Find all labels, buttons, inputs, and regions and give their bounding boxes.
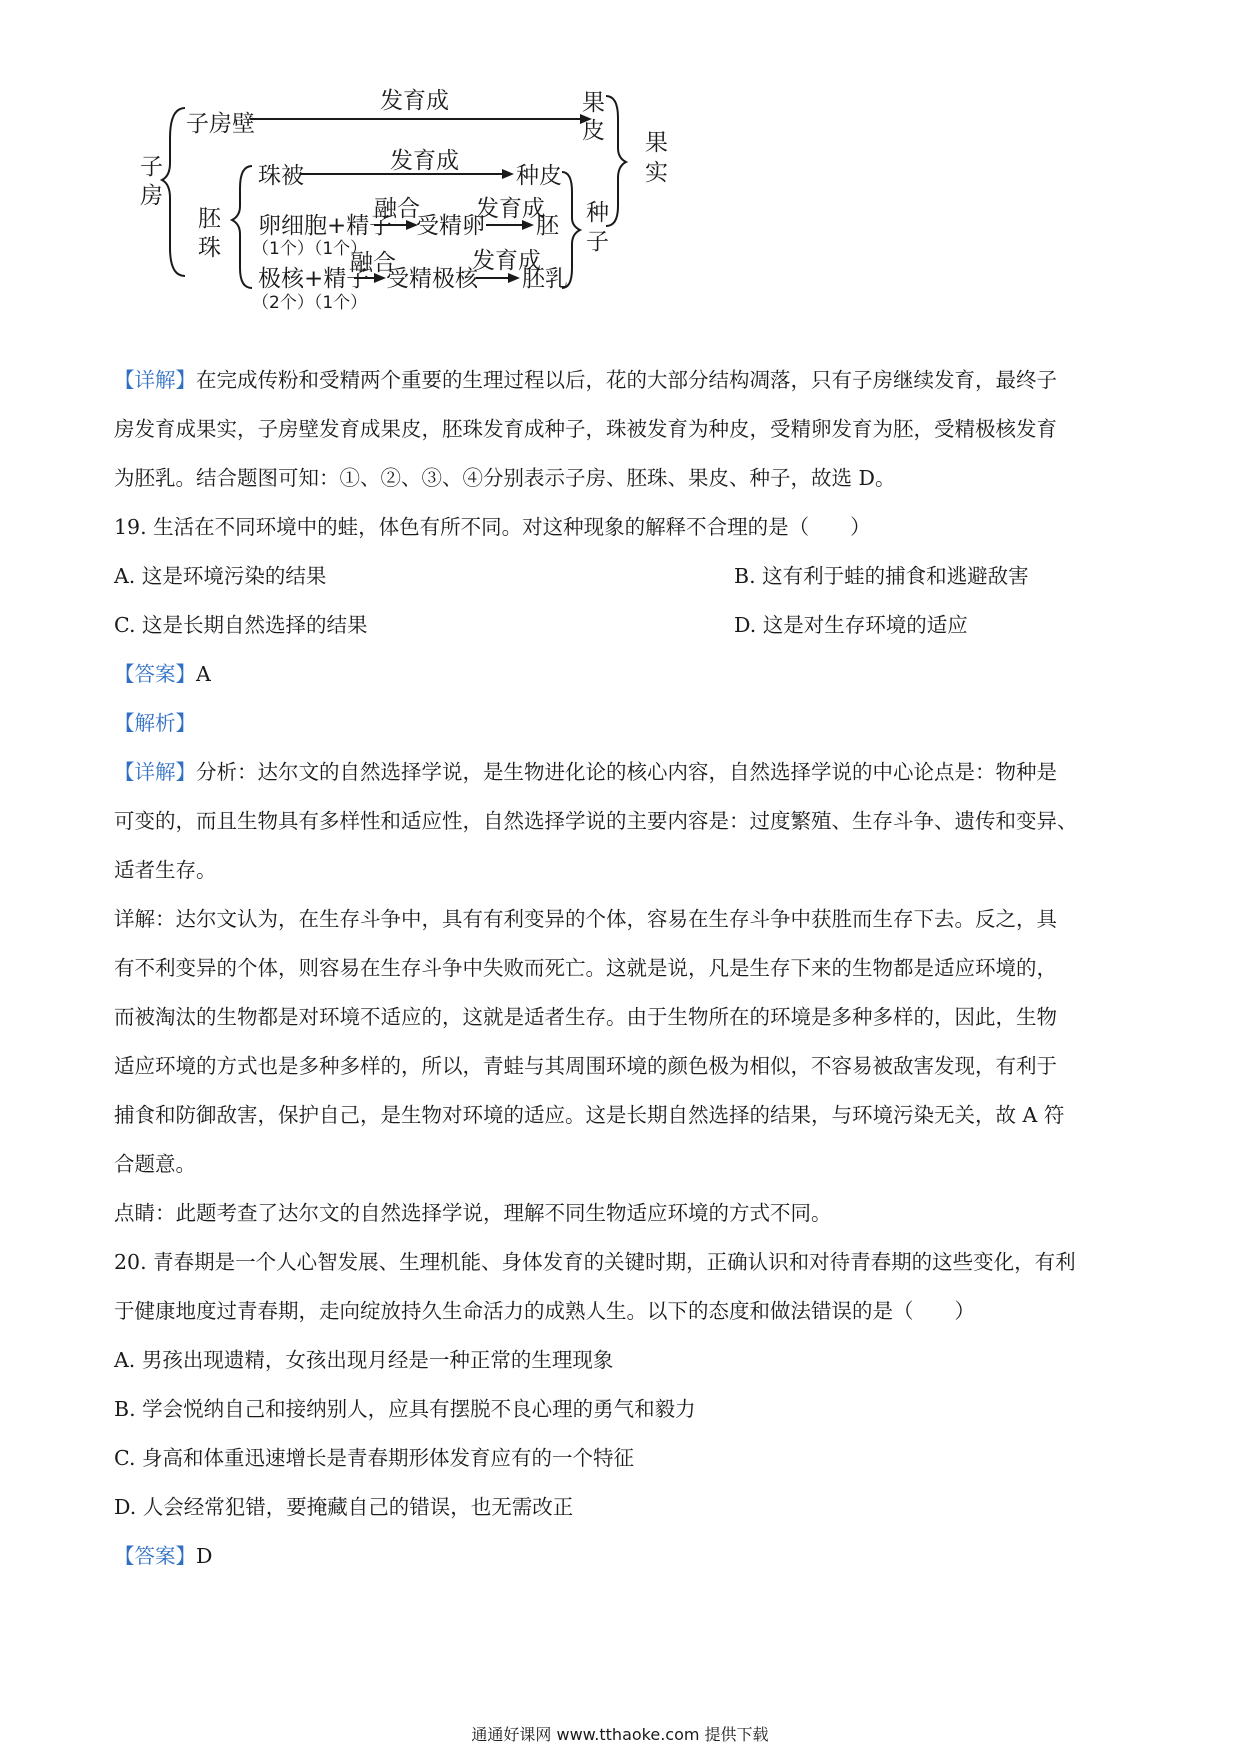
ovule-char-1: 胚 (198, 206, 221, 232)
q20-option-b: B. 学会悦纳自己和接纳别人，应具有摆脱不良心理的勇气和毅力 (114, 1397, 696, 1421)
q19-answer: 【答案】A (114, 662, 211, 686)
ovary-wall-label: 子房壁 (186, 111, 255, 137)
egg-counts-label: （1个）（1个） (252, 239, 368, 259)
fruit-char-2: 实 (645, 160, 668, 186)
q19-analysis-heading: 【解析】 (114, 711, 196, 735)
q20-option-c: C. 身高和体重迅速增长是青春期形体发育应有的一个特征 (114, 1446, 634, 1470)
seed-char-2: 子 (586, 229, 609, 255)
fruit-brace (606, 96, 626, 226)
analysis-line-1: 【详解】分析：达尔文的自然选择学说，是生物进化论的核心内容，自然选择学说的中心论点是：物种是 (114, 760, 1057, 784)
q19-option-b: B. 这有利于蛙的捕食和逃避敌害 (734, 564, 1029, 588)
analysis-line-4: 详解：达尔文认为，在生存斗争中，具有有利变异的个体，容易在生存斗争中获胜而生存下去。反之，具 (114, 907, 1057, 931)
q20-option-a: A. 男孩出现遗精，女孩出现月经是一种正常的生理现象 (114, 1348, 614, 1372)
q19-options-row-1 (114, 562, 1134, 590)
q20-option-d: D. 人会经常犯错，要掩藏自己的错误，也无需改正 (114, 1495, 574, 1519)
analysis-line-9: 合题意。 (114, 1152, 196, 1176)
detail-line-2: 房发育成果实，子房壁发育成果皮，胚珠发育成种子，珠被发育为种皮，受精卵发育为胚，受精极核发育 (114, 417, 1057, 441)
page-footer: 通通好课网 www.tthaoke.com 提供下载 (471, 1725, 769, 1744)
fruit-char-1: 果 (645, 130, 668, 156)
integument-arrowhead (502, 169, 514, 179)
fertilized-egg-label: 受精卵 (416, 213, 485, 239)
q19-option-c: C. 这是长期自然选择的结果 (114, 613, 368, 637)
integument-develops-label: 发育成 (390, 148, 459, 174)
analysis-line-5: 有不利变异的个体，则容易在生存斗争中失败而死亡。这就是说，凡是生存下来的生物都是适应环境的， (114, 956, 1057, 980)
q19-options-row-2 (114, 611, 1134, 639)
seed-coat-label: 种皮 (516, 163, 562, 189)
analysis-comment: 点睛：此题考查了达尔文的自然选择学说，理解不同生物适应环境的方式不同。 (114, 1201, 832, 1225)
egg-fusion-label: 融合 (374, 196, 420, 222)
polar-develops-arrowhead (508, 273, 520, 283)
ovule-char-2: 珠 (198, 235, 221, 261)
polar-sperm-label: 极核+精子 (258, 266, 370, 292)
ovary-brace (162, 108, 185, 276)
detail-line-1: 【详解】在完成传粉和受精两个重要的生理过程以后，花的大部分结构凋落，只有子房继续发育，最终子 (114, 368, 1057, 392)
pericarp-char-2: 皮 (582, 118, 605, 144)
polar-develops-label: 发育成 (472, 248, 541, 274)
ovary-development-diagram (140, 88, 780, 350)
ovary-char-1: 子 (140, 154, 163, 180)
seed-char-1: 种 (586, 200, 609, 226)
analysis-line-8: 捕食和防御敌害，保护自己，是生物对环境的适应。这是长期自然选择的结果，与环境污染无关，故 A 符 (114, 1103, 1065, 1127)
fertilized-polar-label: 受精极核 (386, 266, 478, 292)
q20-answer: 【答案】D (114, 1544, 213, 1568)
analysis-line-6: 而被淘汰的生物都是对环境不适应的，这就是适者生存。由于生物所在的环境是多种多样的，因此，生物 (114, 1005, 1057, 1029)
question-19: 19. 生活在不同环境中的蛙，体色有所不同。对这种现象的解释不合理的是（ ） (114, 515, 871, 539)
embryo-label: 胚 (536, 213, 559, 239)
egg-develops-label: 发育成 (476, 196, 545, 222)
analysis-line-3: 适者生存。 (114, 858, 217, 882)
q19-option-a: A. 这是环境污染的结果 (114, 564, 327, 588)
question-20-line-1: 20. 青春期是一个人心智发展、生理机能、身体发育的关键时期，正确认识和对待青春期的这些变化，有利 (114, 1250, 1076, 1274)
ovary-wall-develops-label: 发育成 (380, 88, 449, 114)
detail-line-3: 为胚乳。结合题图可知：①、②、③、④分别表示子房、胚珠、果皮、种子，故选 D。 (114, 466, 896, 490)
q19-option-d: D. 这是对生存环境的适应 (734, 613, 968, 637)
question-20-line-2: 于健康地度过青春期，走向绽放持久生命活力的成熟人生。以下的态度和做法错误的是（ ） (114, 1299, 975, 1323)
analysis-line-7: 适应环境的方式也是多种多样的，所以，青蛙与其周围环境的颜色极为相似，不容易被敌害发现，有利于 (114, 1054, 1057, 1078)
polar-counts-label: （2个）（1个） (252, 293, 368, 313)
endosperm-label: 胚乳 (522, 266, 568, 292)
analysis-line-2: 可变的，而且生物具有多样性和适应性，自然选择学说的主要内容是：过度繁殖、生存斗争、遗传和变异、 (114, 809, 1078, 833)
integument-label: 珠被 (258, 163, 304, 189)
ovule-brace (232, 166, 252, 288)
polar-fusion-label: 融合 (350, 250, 396, 276)
egg-sperm-label: 卵细胞+精子 (258, 213, 393, 239)
ovary-char-2: 房 (140, 183, 163, 209)
pericarp-char-1: 果 (582, 90, 605, 116)
